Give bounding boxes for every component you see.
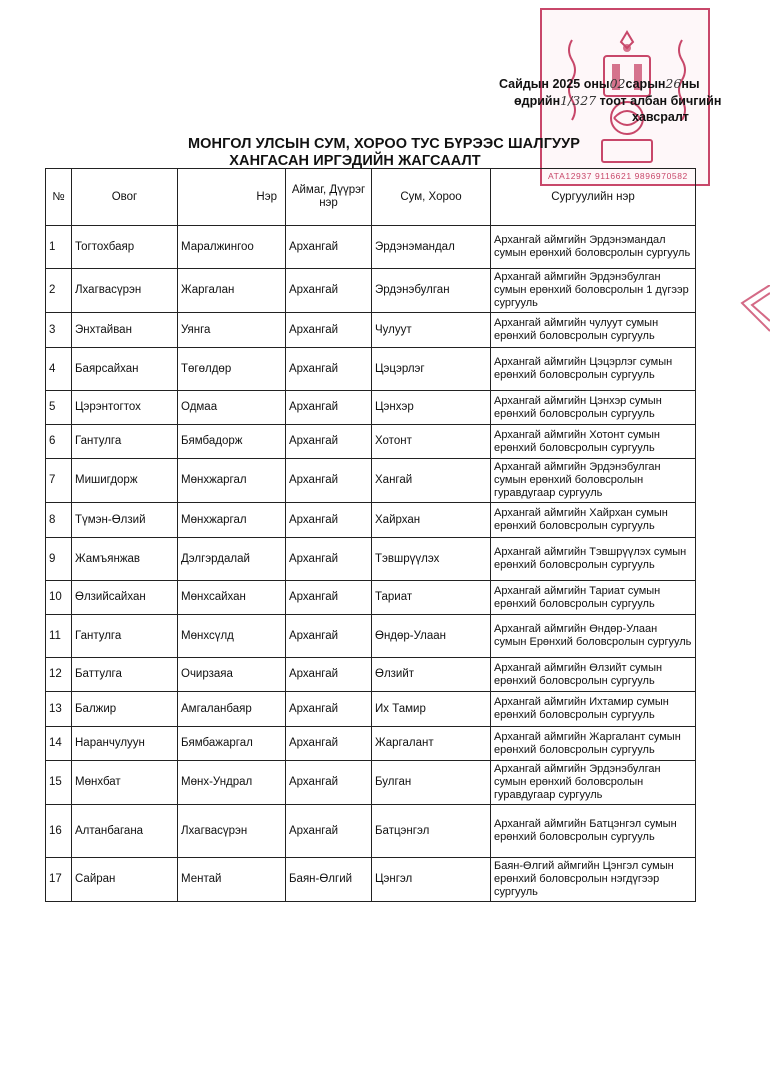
surname: Наранчулуун [72,727,178,761]
document-title-line-2: ХАНГАСАН ИРГЭДИЙН ЖАГСААЛТ [229,153,481,169]
row-number: 2 [46,269,72,313]
surname: Өлзийсайхан [72,581,178,615]
stamp-edge-mark [740,285,770,335]
province: Архангай [286,658,372,692]
row-number: 8 [46,503,72,538]
row-number: 9 [46,538,72,581]
table-row [46,615,696,658]
given-name: Очирзаяа [178,658,286,692]
given-name: Лхагвасүрэн [178,805,286,858]
province: Архангай [286,727,372,761]
school-name: Архангай аймгийн Өндөр-Улаан сумын Ерөнхий боловсролын сургууль [491,615,696,658]
province: Архангай [286,761,372,805]
district: Хайрхан [372,503,491,538]
participants-table [45,168,696,902]
table-row [46,459,696,503]
surname: Сайран [72,858,178,902]
row-number: 7 [46,459,72,503]
given-name: Дэлгэрдалай [178,538,286,581]
header-line-1-pre: Сайдын 2025 оны [499,77,610,91]
given-name: Мөнх-Ундрал [178,761,286,805]
school-name: Архангай аймгийн Цэцэрлэг сумын ерөнхий боловсролын сургууль [491,348,696,391]
table-row [46,581,696,615]
surname: Баттулга [72,658,178,692]
header-order-number: 1/327 [560,93,597,108]
surname: Түмэн-Өлзий [72,503,178,538]
table-row [46,858,696,902]
table-row [46,269,696,313]
district: Их Тамир [372,692,491,727]
school-name: Архангай аймгийн Хотонт сумын ерөнхий боловсролын сургууль [491,425,696,459]
row-number: 4 [46,348,72,391]
surname: Алтанбагана [72,805,178,858]
province: Архангай [286,459,372,503]
row-number: 13 [46,692,72,727]
province: Архангай [286,538,372,581]
given-name: Маралжингоо [178,226,286,269]
district: Булган [372,761,491,805]
table-row [46,727,696,761]
row-number: 16 [46,805,72,858]
row-number: 5 [46,391,72,425]
surname: Энхтайван [72,313,178,348]
surname: Мөнхбат [72,761,178,805]
province: Архангай [286,425,372,459]
surname: Цэрэнтогтох [72,391,178,425]
province: Архангай [286,692,372,727]
surname: Мишигдорж [72,459,178,503]
row-number: 17 [46,858,72,902]
district: Эрдэнэмандал [372,226,491,269]
given-name: Мөнхсүлд [178,615,286,658]
school-name: Архангай аймгийн Эрдэнэмандал сумын ерөнхий боловсролын сургууль [491,226,696,269]
table-row [46,348,696,391]
district: Цэнгэл [372,858,491,902]
school-name: Архангай аймгийн Тариат сумын ерөнхий боловсролын сургууль [491,581,696,615]
province: Архангай [286,581,372,615]
surname: Жамъянжав [72,538,178,581]
district: Өндөр-Улаан [372,615,491,658]
col-header-district: Сум, Хороо [372,169,491,226]
surname: Гантулга [72,615,178,658]
school-name: Архангай аймгийн Батцэнгэл сумын ерөнхий боловсролын сургууль [491,805,696,858]
school-name: Архангай аймгийн Эрдэнэбулган сумын ерөнхий боловсролын 1 дүгээр сургууль [491,269,696,313]
header-line-2-pre: өдрийн [514,94,561,108]
document-title-line-1: МОНГОЛ УЛСЫН СУМ, ХОРОО ТУС БҮРЭЭС ШАЛГУУР [187,136,581,152]
province: Архангай [286,269,372,313]
table-row [46,538,696,581]
header-line-1-post: ны [681,77,700,91]
district: Өлзийт [372,658,491,692]
surname: Тогтохбаяр [72,226,178,269]
header-month: 02 [609,76,626,91]
col-header-province: Аймаг, Дүүрэг нэр [286,169,372,226]
province: Баян-Өлгий [286,858,372,902]
school-name: Архангай аймгийн Тэвшрүүлэх сумын ерөнхий боловсролын сургууль [491,538,696,581]
given-name: Мөнхсайхан [178,581,286,615]
col-header-surname: Овог [72,169,178,226]
table-row [46,692,696,727]
district: Батцэнгэл [372,805,491,858]
school-name: Архангай аймгийн Эрдэнэбулган сумын ерөнхий боловсролын гуравдугаар сургууль [491,459,696,503]
district: Хангай [372,459,491,503]
given-name: Төгөлдөр [178,348,286,391]
given-name: Уянга [178,313,286,348]
surname: Лхагвасүрэн [72,269,178,313]
table-row [46,425,696,459]
row-number: 14 [46,727,72,761]
header-line-2 [514,93,721,108]
given-name: Ментай [178,858,286,902]
surname: Балжир [72,692,178,727]
table-header-row [46,169,696,226]
header-line-1-mid: сарын [625,77,666,91]
row-number: 15 [46,761,72,805]
district: Цэцэрлэг [372,348,491,391]
row-number: 6 [46,425,72,459]
col-header-name: Нэр [178,169,286,226]
province: Архангай [286,615,372,658]
col-header-school: Сургуулийн нэр [491,169,696,226]
given-name: Жаргалан [178,269,286,313]
header-line-2-post: тоот албан бичгийн [599,94,722,108]
row-number: 10 [46,581,72,615]
province: Архангай [286,226,372,269]
school-name: Архангай аймгийн Жаргалант сумын ерөнхий боловсролын сургууль [491,727,696,761]
given-name: Мөнхжаргал [178,503,286,538]
table-row [46,226,696,269]
table-row [46,805,696,858]
given-name: Одмаа [178,391,286,425]
district: Хотонт [372,425,491,459]
school-name: Архангай аймгийн чулуут сумын ерөнхий боловсролын сургууль [491,313,696,348]
given-name: Амгаланбаяр [178,692,286,727]
table-row [46,761,696,805]
surname: Гантулга [72,425,178,459]
school-name: Архангай аймгийн Цэнхэр сумын ерөнхий боловсролын сургууль [491,391,696,425]
province: Архангай [286,313,372,348]
school-name: Архангай аймгийн Эрдэнэбулган сумын ерөнхий боловсролын гуравдугаар сургууль [491,761,696,805]
province: Архангай [286,503,372,538]
school-name: Архангай аймгийн Ихтамир сумын ерөнхий боловсролын сургууль [491,692,696,727]
row-number: 1 [46,226,72,269]
stamp-code: АТА12937 9116621 9896970582 [548,171,688,181]
col-header-number: № [46,169,72,226]
given-name: Мөнхжаргал [178,459,286,503]
district: Тариат [372,581,491,615]
district: Эрдэнэбулган [372,269,491,313]
table-row [46,391,696,425]
table-row [46,503,696,538]
table-row [46,658,696,692]
header-line-1 [499,76,700,91]
province: Архангай [286,805,372,858]
row-number: 11 [46,615,72,658]
province: Архангай [286,348,372,391]
district: Цэнхэр [372,391,491,425]
header-line-3: хавсралт [632,110,689,124]
school-name: Архангай аймгийн Өлзийт сумын ерөнхий боловсролын сургууль [491,658,696,692]
school-name: Архангай аймгийн Хайрхан сумын ерөнхий боловсролын сургууль [491,503,696,538]
header-day: 26 [665,76,682,91]
district: Жаргалант [372,727,491,761]
province: Архангай [286,391,372,425]
row-number: 3 [46,313,72,348]
given-name: Бямбадорж [178,425,286,459]
school-name: Баян-Өлгий аймгийн Цэнгэл сумын ерөнхий боловсролын нэгдүгээр сургууль [491,858,696,902]
table-row [46,313,696,348]
district: Тэвшрүүлэх [372,538,491,581]
given-name: Бямбажаргал [178,727,286,761]
row-number: 12 [46,658,72,692]
district: Чулуут [372,313,491,348]
surname: Баярсайхан [72,348,178,391]
